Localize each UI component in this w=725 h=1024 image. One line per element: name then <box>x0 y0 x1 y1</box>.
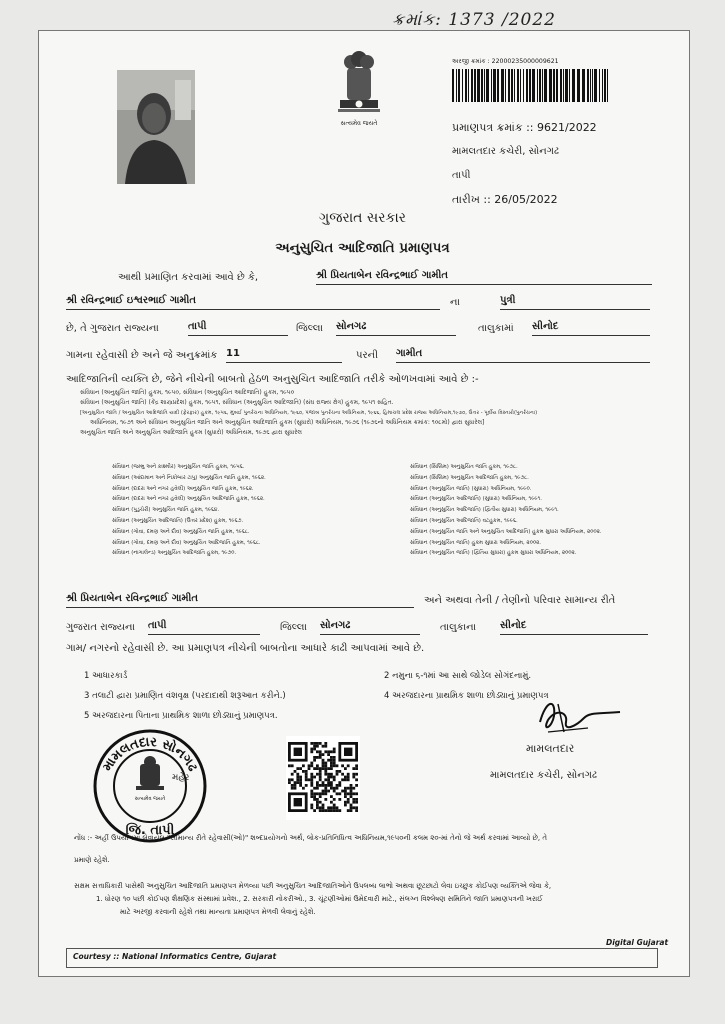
stamp-motto: સત્યમેવ જયતે <box>134 796 166 802</box>
footer-bar <box>66 948 658 968</box>
order-item: સંવિધાન (અનુસુચિત જાતિ) હુકમ સુધારા અધિનિયમ, ૨૦૦૨. <box>410 539 541 546</box>
certify-label: આથી પ્રમાણિત કરવામાં આવે છે કે, <box>118 272 259 283</box>
order-item: સંવિધાન (આંદામાન અને નિકોબાર ટાપુ) અનુસુચિત જાતિ હુકમ, ૧૯૬૨. <box>112 474 266 481</box>
order-line: [અનુસુચિત જાતિ / અનુસુચિત આદિજાતિ યાદી (ફેરફાર) હુકમ, ૧૯૫૬, મુંબઈ પુનર્રચના અધિનિયમ, ૧૯૬૦, પંજાબ પુનર્રચના અધિનિયમ, ૧૯૬૬, હિમાચલ પ્રદેશ રાજ્ય અધિનિયમ,૧૯૭૦, ઉત્તર - પૂર્વીય વિસ્તારો(પુનર્રચના) <box>80 410 538 416</box>
handwritten-reference: ક્રમાંક: 1373 /2022 <box>392 10 556 30</box>
basis-item: 2 નમુના ૬-૧માં આ સાથે જોડેલ સોગંદનામું. <box>384 671 532 681</box>
father-name: શ્રી રવિન્દ્રભાઈ ઇશ્વરભાઈ ગામીત <box>66 295 440 310</box>
order-item: સંવિધાન (અનુસુચિત જાતિ અને અનુસુચિત આદિજાતિ) હુકમ સુધારા અધિનિયમ, ૨૦૦૨. <box>410 528 602 535</box>
residence-taluka-value: સીનોદ <box>500 620 648 635</box>
notes <box>74 832 547 866</box>
of-label: ના <box>450 297 460 308</box>
order-item: સંવિધાન (અનુસુચિત આદિજાતિ) વટહુકમ, ૧૯૯૬. <box>410 517 518 524</box>
basis-item: 4 અરજદારના પ્રાથમિક શાળા છોડ્યાનું પ્રમાણપત્ર <box>384 691 549 701</box>
order-item: સંવિધાન (જમ્મુ અને કાશ્મીર) અનુસુચિત જાતિ હુકમ, ૧૯૫૬. <box>112 464 245 470</box>
applicant-name: શ્રી પ્રિયતાબેન રવિન્દ્રભાઈ ગામીત <box>316 270 652 285</box>
note-line: પ્રમાણે રહેશે. <box>74 856 110 864</box>
order-item: સંવિધાન (અનુસુચિત જાતિ) (સુધારા) અધિનિયમ, ૧૯૯૦. <box>410 485 532 492</box>
basis-item: 1 આધારકાર્ડ <box>84 671 128 681</box>
certificate-meta <box>452 116 597 212</box>
order-line: સંવિધાન (અનુસુચિત જાતિ) હુકમ, ૧૯૫૦, સંવિધાન (અનુસુચિત આદિજાતિ) હુકમ, ૧૯૫૦ <box>80 389 295 396</box>
national-emblem <box>330 50 388 130</box>
residence-jilla-label: જિલ્લા <box>280 622 307 633</box>
issue-date: તારીખ :: 26/05/2022 <box>452 193 558 206</box>
order-item: સંવિધાન (અનુસુચિત જાતિ) (દ્વિતિય સુધારા) હુકમ સુધારા અધિનિયમ, ૨૦૦૨. <box>410 550 577 557</box>
residence-statement: ગામ/ નગરનો રહેવાસી છે. આ પ્રમાણપત્ર નીચેની બાબતોના આધારે કાઢી આપવામાં આવે છે. <box>66 643 425 654</box>
family-name: શ્રી પ્રિયતાબેન રવિન્દ્રભાઈ ગામીત <box>66 593 414 608</box>
certificate-title: અનુસુચિત આદિજાતિ પ્રમાણપત્ર <box>275 240 450 256</box>
taluka-label: તાલુકામાં <box>478 323 514 334</box>
issuing-office: મામલતદાર કચેરી, સોનગઢ <box>452 146 559 157</box>
emblem-motto: સત્યમેવ જયતે <box>340 120 378 127</box>
jilla-label: જિલ્લા <box>296 323 323 334</box>
order-line: અનુસુચિત જાતિ અને અનુસુચિત આદિજાતિ હુકમ (સુધારો) અધિનિયમ, ૧૯૭૬ દ્વારા સુધારેલ <box>80 429 302 436</box>
signatory-office: મામલતદાર કચેરી, સોનગઢ <box>490 770 597 781</box>
issuing-district: તાપી <box>452 170 471 181</box>
orders-right-column <box>410 462 602 559</box>
upon-label: પરની <box>356 350 378 361</box>
application-number-label: અરજી ક્રમાંક : 22000235000009621 <box>452 58 559 65</box>
order-item: સંવિધાન (અનુસુચિત આદિજાતિ) (ઉત્તર પ્રદેશ) હુકમ, ૧૯૬૭. <box>112 517 244 524</box>
order-item: સંવિધાન (દાદરા અને નગર હવેલી) અનુસુચિત આદિજાતિ હુકમ, ૧૯૬૨. <box>112 496 265 503</box>
official-stamp <box>92 728 208 844</box>
note-line: 1. ધોરણ ૧૦ પછી કોઈપણ શૈક્ષણિક સંસ્થામાં પ્રવેશ., 2. સરકારી નોકરીઓ., 3. ચૂંટણીઓમાં ઉમેદવારી માટે., સંલગ્ન વિશ્લેષણ સમિતિને જાતિ પ્રમાણપત્રની ખરાઈ <box>96 895 543 903</box>
residence-state-label: ગુજરાત રાજ્યના <box>66 622 135 633</box>
stamp-bottom-text: જિ. તાપી <box>125 823 175 838</box>
note-line: માટે અરજી કરવાની રહેશે તથા માન્યતા પ્રમાણપત્ર મેળવી લેવાનું રહેશે. <box>120 908 316 916</box>
recognition-statement: આદિજાતિની વ્યક્તિ છે, જેને નીચેની બાબતો હેઠળ અનુસુચિત આદિજાતિ તરીકે ઓળખવામાં આવે છે :- <box>66 374 479 385</box>
footer-courtesy: Courtesy :: National Informatics Centre, Gujarat <box>73 952 277 961</box>
order-item: સંવિધાન (નાગાલેન્ડ) અનુસુચિત આદિજાતિ હુકમ, ૧૯૭૦. <box>112 550 237 557</box>
jilla-value: સોનગઢ <box>336 321 456 336</box>
state-label: છે, તે ગુજરાત રાજ્યના <box>66 323 159 334</box>
applicant-photo <box>117 70 195 184</box>
residence-jilla-value: સોનગઢ <box>320 620 420 635</box>
district-value: તાપી <box>188 321 288 336</box>
basis-left <box>84 666 286 726</box>
order-item: સંવિધાન (ગોવા, દમણ અને દીવ) અનુસુચિત જાતિ હુકમ, ૧૯૬૮. <box>112 528 250 535</box>
order-item: સંવિધાન (પુડુચેરી) અનુસુચિત જાતિ હુકમ, ૧૯૬૪. <box>112 507 220 514</box>
ashoka-lion-emblem-icon <box>330 50 388 120</box>
signatory-title: મામલતદાર <box>526 742 575 755</box>
qr-code <box>286 736 360 820</box>
residence-taluka-label: તાલુકાના <box>440 622 477 633</box>
serial-number: 11 <box>226 348 342 363</box>
order-item: સંવિધાન (અનુસુચિત આદિજાતિ) (દ્વિતીય સુધારા) અધિનિયમ, ૧૯૯૧. <box>410 507 559 514</box>
serial-label: ગામના રહેવાસી છે અને જે અનુક્રમાંક <box>66 350 218 361</box>
orders-block <box>80 388 537 438</box>
barcode <box>452 69 610 102</box>
tribe-value: ગામીત <box>396 348 650 363</box>
taluka-value: સીનોદ <box>532 321 650 336</box>
order-item: સંવિધાન (સિક્કિમ) અનુસુચિત જાતિ હુકમ, ૧૯૭૮. <box>410 464 518 470</box>
note-line: નોંધ :- અહીં ઉપયોગમાં લેવાયેલ "સામાન્ય રીતે રહેવાસી(ઓ)" શબ્દપ્રયોગનો અર્થ, લોક-પ્રતિનિધિત્વ અધિનિયમ,૧૯૫૦ની કલમ ૨૦-માં તેનો જે અર્થ કરવામાં આવ્યો છે, તે <box>74 834 548 842</box>
order-line: સંવિધાન (અનુસુચિત જાતિ) (કેંદ્ર શાસ્ત્રપ્રદેશ) હુકમ, ૧૯૫૧, સંવિધાન (અનુસુચિત આદિજાતિ) (સંઘ રાજ્ય ક્ષેત્ર) હુકમ, ૧૯૫૧ સહિત. <box>80 399 394 406</box>
order-item: સંવિધાન (ગોવા, દમણ અને દીવ) અનુસુચિત આદિજાતિ હુકમ, ૧૯૬૮. <box>112 539 261 546</box>
note-line: સક્ષમ સત્તાધિકારી પાસેથી અનુસુચિત આદિજાતિ પ્રમાણપત્ર મેળવ્યા પછી અનુસુચિત આદિજાતિઓને ઉપલબ્ધ લાભો અથવા છૂટછાટો લેવા ઇચ્છુક કોઈપણ વ્યક્તિએ જેવા કે, <box>74 882 552 890</box>
stamp-seal-icon <box>92 728 208 844</box>
government-heading: ગુજરાત સરકાર <box>319 210 406 226</box>
signature <box>528 692 628 742</box>
stamp-ring-text: મામલતદાર સોનગઢ <box>100 734 201 775</box>
basis-right <box>384 666 549 706</box>
order-item: સંવિધાન (અનુસુચિત આદિજાતિ) (સુધારા) અધિનિયમ, ૧૯૯૧. <box>410 496 542 503</box>
order-item: સંવિધાન (દાદરા અને નગર હવેલી) અનુસુચિત જાતિ હુકમ, ૧૯૬૨. <box>112 485 254 492</box>
notes-2 <box>74 880 551 919</box>
order-line: અધિનિયમ, ૧૯૭૧ અને સંવિધાન અનુસુચિત જાતિ અને અનુસુચિત આદિજાતિ હુકમ (સુધારો) અધિનિયમ, ૧૯૭૬ (૧૯૭૬નો અધિનિયમ ક્રમાંક: ૧૦૮મો) દ્વારા સુધારેલ] <box>90 419 485 426</box>
relation-value: પુત્રી <box>500 295 650 310</box>
residence-district: તાપી <box>148 620 260 635</box>
family-tail: અને અથવા તેની / તેણીનો પરિવાર સામાન્ય રીતે <box>424 595 616 606</box>
footer-brand: Digital Gujarat <box>606 938 669 947</box>
orders-left-column <box>112 462 266 559</box>
basis-item: 3 તલાટી દ્વારા પ્રમાણિત વંશવૃક્ષ (પરદાદાથી શરૂઆત કરીને.) <box>84 691 286 701</box>
order-item: સંવિધાન (સિક્કિમ) અનુસુચિત આદિજાતિ હુકમ, ૧૯૭૮. <box>410 474 529 481</box>
basis-item: 5 અરજદારના પિતાના પ્રાથમિક શાળા છોડ્યાનું પ્રમાણપત્ર. <box>84 711 278 721</box>
stamp-mid-text: મહેર <box>172 773 190 783</box>
certificate-number: પ્રમાણપત્ર ક્રમાંક :: 9621/2022 <box>452 121 597 134</box>
